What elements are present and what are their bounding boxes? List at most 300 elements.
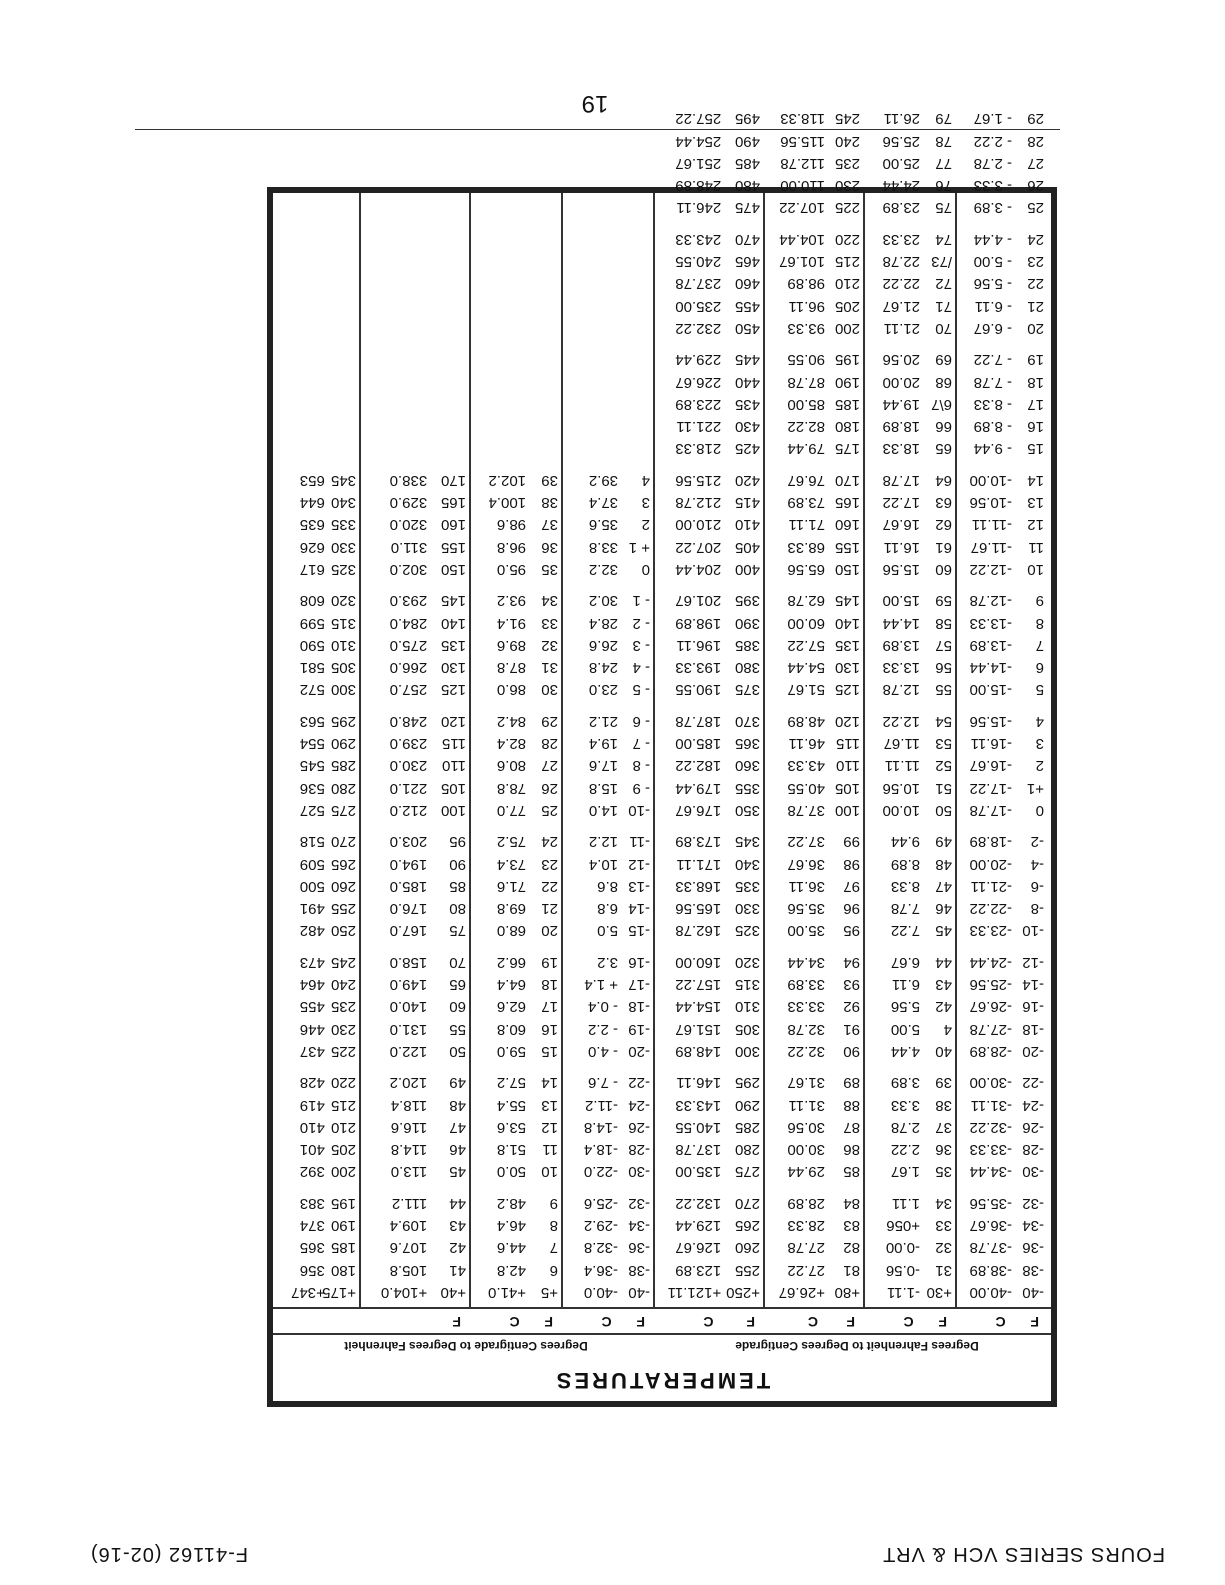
table-cell-out: 176.0 [389, 900, 428, 918]
table-cell-out: -24.44 [969, 953, 1013, 971]
table-cell-in: 34 [935, 1194, 952, 1212]
table-cell-out: 185.0 [389, 877, 428, 895]
table-cell-out: 257.22 [675, 110, 722, 128]
table-cell-in: 115 [442, 735, 466, 753]
table-cell-in: 305 [330, 659, 356, 677]
table-cell-out: 491 [299, 900, 325, 918]
table-cell-out: 24.8 [588, 659, 619, 677]
table-cell-in: 46 [449, 1141, 466, 1159]
table-cell-in: 29 [541, 712, 558, 730]
table-cell-in: 31 [935, 1261, 952, 1279]
table-cell-in: 79 [935, 110, 952, 128]
table-cell-in: +175 [322, 1284, 356, 1301]
table-cell-out: 215.56 [675, 471, 722, 489]
table-cell-out: 617 [299, 561, 325, 578]
table-cell-in: 58 [935, 614, 952, 632]
table-cell-out: 37.78 [787, 802, 825, 819]
table-cell-out: 101.67 [779, 253, 825, 271]
table-cell-in: 295 [734, 1074, 760, 1092]
table-cell-out: 98.89 [787, 275, 825, 293]
table-cell-out: 48.89 [787, 712, 825, 730]
table-cell-in: 6\7 [931, 395, 952, 413]
table-cell-in: 45 [449, 1163, 466, 1181]
table-cell-out: 76.67 [787, 471, 825, 489]
table-cell-in: 50 [935, 802, 952, 819]
table-cell-in: 95 [449, 833, 466, 851]
table-cell-in: - 4 [632, 659, 650, 677]
table-cell-out: - 3.89 [973, 199, 1013, 217]
table-cell-in: 345 [734, 833, 760, 851]
table-cell-out: 221.11 [676, 418, 722, 436]
table-cell-in: 105 [440, 779, 466, 797]
table-cell-in: 350 [734, 802, 760, 819]
table-cell-out: 230.0 [389, 757, 428, 775]
table-cell-out: 293.0 [389, 592, 428, 610]
table-cell-in: 280 [734, 1141, 760, 1159]
table-cell-out: -20.00 [969, 855, 1013, 873]
table-cell-in: 21 [1027, 297, 1044, 315]
table-cell-in: 90 [843, 1043, 860, 1060]
table-cell-in: +5 [540, 1284, 558, 1301]
table-cell-out: 590 [299, 636, 325, 654]
table-cell-out: 338.0 [389, 471, 428, 489]
table-cell-out: 190.55 [675, 681, 722, 699]
table-cell-in: 48 [935, 855, 952, 873]
table-cell-out: 7.78 [890, 900, 921, 918]
table-cell-in: +80 [834, 1284, 860, 1301]
table-cell-in: 99 [843, 833, 860, 851]
table-cell-in: -22 [628, 1074, 650, 1092]
table-cell-in: 210 [834, 275, 860, 293]
table-cell-out: 86.0 [496, 681, 527, 699]
table-cell-in: 38 [541, 494, 558, 512]
table-cell-in: -19 [628, 1020, 650, 1038]
table-cell-out: -38.89 [969, 1261, 1013, 1279]
table-cell-out: 35.6 [588, 516, 619, 534]
table-cell-in: 185 [330, 1239, 356, 1257]
table-cell-out: -14.44 [969, 659, 1013, 677]
table-cell-in: 37 [541, 516, 558, 534]
table-cell-in: 27 [1027, 154, 1044, 172]
table-cell-out: 239.0 [389, 735, 428, 753]
table-cell-out: 19.4 [588, 735, 619, 753]
table-cell-in: 36 [935, 1141, 952, 1159]
table-cell-in: 475 [734, 199, 760, 217]
table-cell-in: 220 [330, 1074, 356, 1092]
table-cell-out: 71.6 [496, 877, 527, 895]
table-cell-out: 107.22 [779, 199, 825, 217]
table-cell-in: 64 [935, 471, 952, 489]
table-cell-out: -18.4 [583, 1141, 619, 1159]
table-cell-out: 10.56 [882, 779, 921, 797]
table-cell-in: 215 [834, 253, 860, 271]
table-cell-out: 22.22 [882, 275, 921, 293]
table-cell-in: 57 [935, 636, 952, 654]
table-cell-out: 17.78 [882, 471, 921, 489]
table-cell-in: 49 [449, 1074, 466, 1092]
table-cell-out: 123.89 [675, 1261, 722, 1279]
table-cell-in: 2 [1035, 757, 1044, 775]
table-cell-in: 52 [935, 757, 952, 775]
table-cell-in: 16 [541, 1020, 558, 1038]
table-cell-out: 635 [299, 516, 325, 534]
table-cell-in: 430 [734, 418, 760, 436]
table-cell-out: -17.22 [969, 779, 1013, 797]
table-cell-in: -26 [1022, 1118, 1044, 1136]
table-cell-in: 30 [541, 681, 558, 699]
table-cell-out: 182.22 [675, 757, 722, 775]
table-cell-out: 21.67 [882, 297, 921, 315]
table-cell-out: 12.2 [588, 833, 619, 851]
table-cell-out: - 6.67 [973, 320, 1013, 337]
table-cell-out: 66.2 [496, 953, 527, 971]
table-cell-in: 51 [935, 779, 952, 797]
table-cell-in: 130 [440, 659, 466, 677]
table-cell-in: -13 [628, 877, 650, 895]
table-cell-out: 137.78 [675, 1141, 722, 1159]
table-cell-in: -24 [1022, 1096, 1044, 1114]
table-cell-in: - 1 [632, 592, 650, 610]
table-cell-in: 82 [843, 1239, 860, 1257]
table-cell-out: 82.4 [496, 735, 527, 753]
header-right: F-41162 (02-16) [90, 1543, 249, 1565]
column-header: F [636, 1314, 645, 1330]
table-cell-in: 250 [330, 922, 356, 940]
table-cell-in: 87 [843, 1118, 860, 1136]
table-cell-out: -40.00 [969, 1284, 1013, 1301]
table-cell-in: 72 [935, 275, 952, 293]
table-cell-in: +40 [440, 1284, 466, 1301]
table-cell-out: 68.33 [787, 538, 825, 556]
table-cell-out: -17.78 [969, 802, 1013, 819]
table-cell-in: 175 [834, 440, 860, 458]
table-cell-in: 155 [440, 538, 466, 556]
table-cell-out: - 7.78 [973, 373, 1013, 391]
table-cell-in: 44 [449, 1194, 466, 1212]
table-cell-out: 365 [299, 1239, 325, 1257]
table-cell-in: 12 [1027, 516, 1044, 534]
table-cell-out: 129.44 [675, 1217, 722, 1235]
table-cell-out: 243.33 [675, 230, 722, 248]
table-cell-in: 405 [734, 538, 760, 556]
table-cell-in: 56 [935, 659, 952, 677]
table-title: TEMPERATURES [553, 1368, 771, 1393]
column-header: F [938, 1314, 947, 1330]
column-header: F [846, 1314, 855, 1330]
table-cell-in: 32 [935, 1239, 952, 1257]
table-cell-out: 64.4 [496, 976, 527, 994]
table-cell-out: 162.78 [675, 922, 722, 940]
table-cell-in: 10 [541, 1163, 558, 1181]
table-cell-in: 135 [440, 636, 466, 654]
table-cell-in: 24 [1027, 230, 1044, 248]
table-cell-in: 240 [834, 132, 860, 150]
table-cell-in: 105 [834, 779, 860, 797]
table-cell-in: 340 [734, 855, 760, 873]
table-cell-in: 275 [330, 802, 356, 819]
table-cell-in: 380 [734, 659, 760, 677]
table-cell-out: 10.00 [882, 802, 921, 819]
table-cell-out: - 5.56 [973, 275, 1013, 293]
column-header: F [746, 1314, 755, 1330]
table-cell-in: -12 [628, 855, 650, 873]
table-cell-out: +347 [291, 1284, 325, 1301]
table-cell-out: 187.78 [675, 712, 722, 730]
table-cell-out: 35.00 [787, 922, 825, 940]
table-cell-in: -38 [1022, 1261, 1044, 1279]
table-cell-out: 34.44 [787, 953, 825, 971]
table-cell-in: 22 [541, 877, 558, 895]
table-column-cf-col1 [561, 193, 653, 1309]
table-cell-out: 51.8 [496, 1141, 527, 1159]
table-cell-in: 315 [330, 614, 356, 632]
table-cell-in: 390 [734, 614, 760, 632]
table-cell-out: 16.11 [883, 538, 921, 556]
table-cell-in: 55 [935, 681, 952, 699]
table-cell-out: 23.0 [588, 681, 619, 699]
table-cell-out: 207.22 [675, 538, 722, 556]
table-cell-out: 2.78 [890, 1118, 921, 1136]
table-cell-in: 19 [1027, 351, 1044, 369]
column-header-row [273, 1307, 1051, 1335]
table-cell-out: 218.33 [675, 440, 722, 458]
table-cell-out: 5.56 [890, 998, 921, 1016]
table-cell-in: 81 [843, 1261, 860, 1279]
table-cell-in: 450 [734, 320, 760, 337]
table-cell-in: 61 [935, 538, 952, 556]
table-cell-in: 34 [541, 592, 558, 610]
table-cell-in: +30 [926, 1284, 952, 1301]
table-cell-out: 254.44 [675, 132, 722, 150]
table-cell-in: 310 [734, 998, 760, 1016]
table-cell-in: 465 [734, 253, 760, 271]
table-cell-in: 9 [1035, 592, 1044, 610]
table-cell-out: +121.11 [667, 1284, 722, 1301]
page-number: 19 [581, 90, 609, 117]
table-cell-out: 320.0 [389, 516, 428, 534]
table-cell-in: 91 [843, 1020, 860, 1038]
table-cell-in: 14 [541, 1074, 558, 1092]
table-cell-in: 110 [442, 757, 466, 775]
table-cell-out: 95.0 [496, 561, 527, 578]
table-cell-out: 28.33 [787, 1217, 825, 1235]
table-cell-out: 356 [299, 1261, 325, 1279]
table-cell-out: 545 [299, 757, 325, 775]
table-cell-out: 32.2 [588, 561, 619, 578]
column-header: C [995, 1314, 1006, 1330]
table-cell-in: 210 [330, 1118, 356, 1136]
table-cell-in: 425 [734, 440, 760, 458]
column-header: C [903, 1314, 914, 1330]
table-cell-out: 40.55 [787, 779, 825, 797]
table-cell-in: -14 [628, 900, 650, 918]
table-cell-in: 69 [935, 351, 952, 369]
table-cell-out: 644 [299, 494, 325, 512]
table-cell-out: 140.55 [675, 1118, 722, 1136]
table-cell-out: 383 [299, 1194, 325, 1212]
table-cell-out: 11.11 [884, 757, 921, 775]
table-cell-out: - 5.00 [973, 253, 1013, 271]
table-cell-in: 290 [734, 1096, 760, 1114]
table-cell-out: 37.4 [588, 494, 619, 512]
table-cell-out: 221.0 [389, 779, 428, 797]
table-column-fc-col3 [763, 110, 863, 1309]
table-cell-in: -12 [1022, 953, 1044, 971]
table-cell-in: 4 [1035, 712, 1044, 730]
table-cell-out: 237.78 [675, 275, 722, 293]
table-cell-out: 46.11 [788, 735, 825, 753]
table-cell-in: 195 [834, 351, 860, 369]
table-cell-out: 527 [299, 802, 325, 819]
table-cell-in: 12 [541, 1118, 558, 1136]
table-column-cf-col3 [359, 193, 469, 1309]
table-cell-out: - 2.78 [973, 154, 1013, 172]
table-cell-out: -0.56 [885, 1261, 921, 1279]
table-cell-in: 275 [734, 1163, 760, 1181]
table-cell-out: - 2.2 [588, 1020, 619, 1038]
table-cell-out: 100.4 [488, 494, 527, 512]
table-cell-in: 295 [330, 712, 356, 730]
table-cell-in: 320 [734, 953, 760, 971]
table-cell-in: 23 [541, 855, 558, 873]
table-cell-out: 113.0 [390, 1163, 428, 1181]
table-cell-out: 39.2 [588, 471, 619, 489]
table-cell-in: 42 [449, 1239, 466, 1257]
table-cell-out: 32.22 [787, 1043, 825, 1060]
table-cell-in: +250 [726, 1284, 760, 1301]
table-cell-in: 285 [734, 1118, 760, 1136]
table-cell-in: 9 [549, 1194, 558, 1212]
table-cell-out: 154.44 [675, 998, 722, 1016]
table-cell-in: 17 [1027, 395, 1044, 413]
table-cell-in: 11 [542, 1141, 558, 1159]
table-cell-out: - 0.4 [588, 998, 619, 1016]
table-cell-out: 223.89 [675, 395, 722, 413]
table-cell-out: 572 [299, 681, 325, 699]
table-cell-out: 198.89 [675, 614, 722, 632]
column-header: F [1030, 1314, 1039, 1330]
table-cell-out: 122.0 [389, 1043, 428, 1060]
table-cell-out: 131.0 [389, 1020, 428, 1038]
table-cell-out: 196.11 [676, 636, 722, 654]
table-cell-out: 518 [299, 833, 325, 851]
table-cell-out: 1.67 [890, 1163, 921, 1181]
table-cell-out: -30.00 [969, 1074, 1013, 1092]
table-cell-out: 98.6 [496, 516, 527, 534]
table-cell-in: 340 [330, 494, 356, 512]
table-cell-in: 40 [935, 1043, 952, 1060]
table-cell-in: -36 [628, 1239, 650, 1257]
table-cell-out: 158.0 [389, 953, 428, 971]
table-cell-out: 6.11 [891, 976, 921, 994]
table-cell-out: 302.0 [389, 561, 428, 578]
table-cell-out: 157.22 [675, 976, 722, 994]
table-cell-in: -30 [628, 1163, 650, 1181]
table-cell-in: 84 [843, 1194, 860, 1212]
table-cell-in: -18 [628, 998, 650, 1016]
table-cell-out: 563 [299, 712, 325, 730]
table-cell-in: 320 [330, 592, 356, 610]
table-cell-in: 145 [440, 592, 466, 610]
column-header: C [601, 1314, 612, 1330]
table-cell-out: 36.11 [788, 877, 825, 895]
table-cell-in: + 1 [628, 538, 650, 556]
table-cell-in: - 2 [632, 614, 650, 632]
table-cell-out: 31.11 [788, 1096, 825, 1114]
table-cell-in: 8 [549, 1217, 558, 1235]
table-cell-in: 100 [440, 802, 466, 819]
table-cell-out: 173.89 [675, 833, 722, 851]
table-cell-out: 33.89 [787, 976, 825, 994]
table-cell-out: -15.00 [969, 681, 1013, 699]
table-cell-in: 300 [330, 681, 356, 699]
table-cell-in: -2 [1030, 833, 1044, 851]
table-cell-out: 6.8 [597, 900, 619, 918]
table-cell-out: 392 [299, 1163, 325, 1181]
column-header: C [703, 1314, 714, 1330]
table-cell-out: 60.00 [787, 614, 825, 632]
table-cell-in: 43 [449, 1217, 466, 1235]
table-cell-out: 53.6 [496, 1118, 527, 1136]
table-cell-in: 125 [440, 681, 466, 699]
table-cell-out: - 3.33 [973, 177, 1013, 195]
table-cell-in: 3 [1035, 735, 1044, 753]
table-cell-out: 30.2 [588, 592, 619, 610]
table-cell-out: 167.0 [389, 922, 428, 940]
table-cell-in: 92 [843, 998, 860, 1016]
table-cell-in: 75 [449, 922, 466, 940]
table-cell-out: - 4.44 [973, 230, 1013, 248]
table-cell-out: 32.78 [787, 1020, 825, 1038]
table-cell-out: 149.0 [389, 976, 428, 994]
table-cell-out: 15.56 [882, 561, 921, 578]
table-cell-out: 14.0 [588, 802, 619, 819]
table-cell-out: 114.8 [390, 1141, 428, 1159]
table-cell-in: 480 [734, 177, 760, 195]
table-cell-in: -26 [628, 1118, 650, 1136]
table-cell-out: 71.11 [788, 516, 825, 534]
table-cell-out: -22.0 [583, 1163, 619, 1181]
table-cell-out: -11.11 [971, 516, 1013, 534]
table-cell-in: 245 [330, 953, 356, 971]
table-cell-out: 36.67 [787, 855, 825, 873]
table-cell-out: +26.67 [778, 1284, 825, 1301]
table-cell-in: 190 [834, 373, 860, 391]
table-cell-in: 46 [935, 900, 952, 918]
table-cell-out: 37.22 [787, 833, 825, 851]
table-cell-in: 125 [834, 681, 860, 699]
table-cell-out: - 6.11 [974, 297, 1013, 315]
table-cell-in: 215 [330, 1096, 356, 1114]
table-cell-out: 482 [299, 922, 325, 940]
table-cell-in: 410 [734, 516, 760, 534]
table-cell-in: -18 [1022, 1020, 1044, 1038]
table-cell-out: 109.4 [389, 1217, 428, 1235]
table-cell-in: 21 [541, 900, 558, 918]
table-cell-in: 43 [935, 976, 952, 994]
table-cell-in: -40 [628, 1284, 650, 1301]
table-cell-in: 270 [330, 833, 356, 851]
table-cell-in: -8 [1030, 900, 1044, 918]
table-cell-out: 148.89 [675, 1043, 722, 1060]
table-cell-out: - 2.22 [973, 132, 1013, 150]
table-cell-in: 7 [549, 1239, 558, 1257]
table-cell-out: 204.44 [675, 561, 722, 578]
table-cell-in: 195 [330, 1194, 356, 1212]
table-cell-in: 5 [1035, 681, 1044, 699]
table-cell-out: 105.8 [389, 1261, 428, 1279]
table-cell-out: 23.89 [882, 199, 921, 217]
